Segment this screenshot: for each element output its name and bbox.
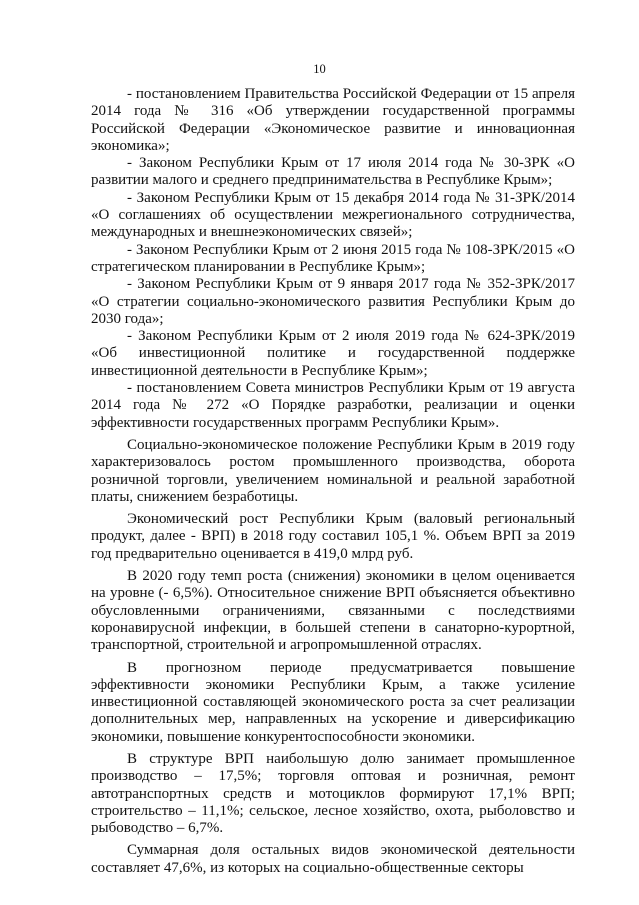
paragraph: В прогнозном периоде предусматривается повышение эффективности экономики Республики Крым, а также усиление инвестиционной составляющей экономического роста за счет реализации дополнительных мер, направленных на ускорение и диверсификацию экономики, повышение конкурентоспособности экономики. <box>91 659 575 745</box>
legal-reference-item: - Законом Республики Крым от 2 июля 2019 года № 624-ЗРК/2019 «Об инвестиционной политике и государственной поддержке инвестиционной деятельности в Республике Крым»; <box>91 328 575 379</box>
legal-reference-item: - Законом Республики Крым от 17 июля 2014 года № 30-ЗРК «О развитии малого и среднего предпринимательства в Республике Крым»; <box>91 155 575 189</box>
paragraph: Социально-экономическое положение Республики Крым в 2019 году характеризовалось ростом промышленного производства, оборота розничной торговли, увеличением номинальной и реальной заработной платы, снижением безработицы. <box>91 436 575 505</box>
legal-reference-item: - постановлением Правительства Российской Федерации от 15 апреля 2014 года № 316 «Об утверждении государственной программы Российской Федерации «Экономическое развитие и инновационная экономика»; <box>91 86 575 154</box>
paragraph: В 2020 году темп роста (снижения) экономики в целом оценивается на уровне (- 6,5%). Относительное снижение ВРП объясняется объективно обусловленными ограничениями, связанными с последствиями коронавирусной инфекции, в большей степени в санаторно-курортной, транспортной, строительной и агропромышленной отраслях. <box>91 568 575 654</box>
page-number: 10 <box>313 62 326 76</box>
paragraph: В структуре ВРП наибольшую долю занимает промышленное производство – 17,5%; торговля оптовая и розничная, ремонт автотранспортных средств и мотоциклов формируют 17,1% ВРП; строительство – 11,1%; сельское, лесное хозяйство, охота, рыболовство и рыбоводство – 6,7%. <box>91 750 575 837</box>
document-body <box>91 86 575 877</box>
paragraph: Суммарная доля остальных видов экономической деятельности составляет 47,6%, из которых на социально-общественные секторы <box>91 842 575 876</box>
legal-reference-item: - Законом Республики Крым от 2 июня 2015 года № 108-ЗРК/2015 «О стратегическом планировании в Республике Крым»; <box>91 241 575 275</box>
paragraph: Экономический рост Республики Крым (валовый региональный продукт, далее - ВРП) в 2018 году составил 105,1 %. Объем ВРП за 2019 год предварительно оценивается в 419,0 млрд руб. <box>91 511 575 562</box>
legal-reference-item: - Законом Республики Крым от 15 декабря 2014 года № 31-ЗРК/2014 «О соглашениях об осуществлении межрегионального сотрудничества, международных и внешнеэкономических связей»; <box>91 189 575 241</box>
legal-reference-item: - постановлением Совета министров Республики Крым от 19 августа 2014 года № 272 «О Порядке разработки, реализации и оценки эффективности государственных программ Республики Крым». <box>91 380 575 431</box>
legal-reference-item: - Законом Республики Крым от 9 января 2017 года № 352-ЗРК/2017 «О стратегии социально-экономического развития Республики Крым до 2030 года»; <box>91 276 575 327</box>
